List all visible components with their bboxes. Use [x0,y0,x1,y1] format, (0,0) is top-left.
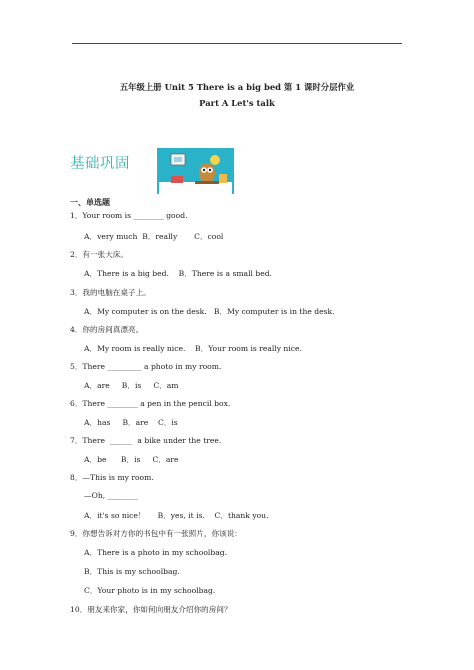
question-text: 7．There ______ a bike under the tree. [70,436,222,445]
question-text: 1．Your room is ________ good. [70,211,188,220]
answer-option: A．very much B．really C．cool [84,232,224,241]
classroom-illustration [157,148,234,194]
answer-option: B．This is my schoolbag. [84,567,180,576]
owl-teacher-illustration [157,148,234,194]
document-subtitle: Part A Let's talk [199,98,275,108]
answer-option: —Oh, ________ [84,491,138,500]
question-text: 3．我的电脑在桌子上。 [70,288,151,297]
question-text: 9．你想告诉对方你的书包中有一张照片，你该说： [70,529,242,538]
question-text: 10．朋友来你家，你如何向朋友介绍你的房间？ [70,605,232,614]
answer-option: A．it's so nice！ B．yes, it is. C．thank you. [84,511,269,520]
question-text: 8．—This is my room. [70,473,154,482]
answer-option: A．My room is really nice. B．Your room is really nice. [84,344,302,353]
answer-option: A．has B．are C．is [84,418,178,427]
answer-option: A．are B．is C．am [84,381,179,390]
answer-option: A．There is a photo in my schoolbag. [84,548,228,557]
question-text: 6．There ________ a pen in the pencil box. [70,399,231,408]
header-rule [72,43,402,44]
section-heading: 一、单选题 [70,198,110,207]
answer-option: A．My computer is on the desk. B．My computer is in the desk. [84,307,335,316]
question-text: 5．There _________ a photo in my room. [70,362,222,371]
answer-option: A．be B．is C．are [84,455,179,464]
section-banner: 基础巩固 [70,156,130,172]
question-text: 4．你的房间真漂亮。 [70,325,144,334]
question-text: 2．有一张大床。 [70,250,128,259]
document-title: 五年级上册 Unit 5 There is a big bed 第 1 课时分层作业 [119,82,355,92]
answer-option: C．Your photo is in my schoolbag. [84,586,216,595]
answer-option: A．There is a big bed. B．There is a small bed. [84,269,272,278]
